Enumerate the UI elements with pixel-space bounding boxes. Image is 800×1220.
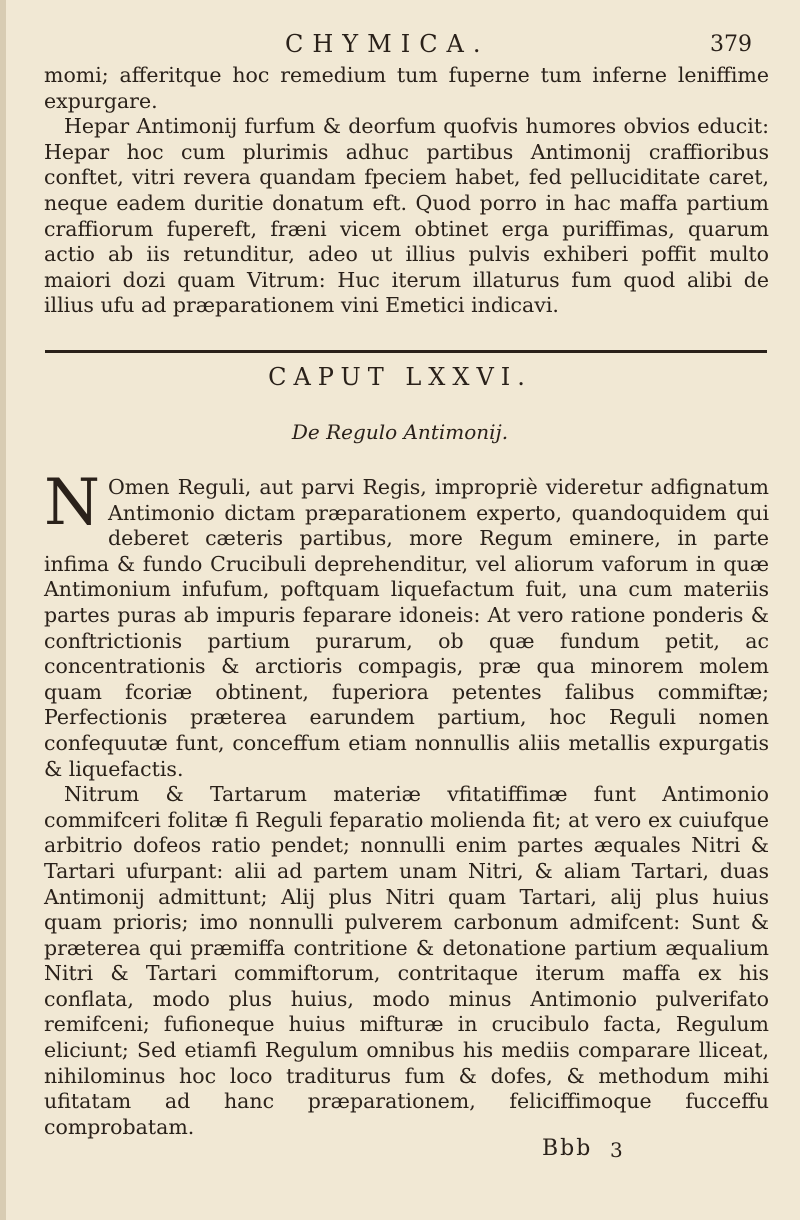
paragraph-hepar: Hepar Antimonij furfum & deorfum quofvis humores obvios educit: Hepar hoc cum plurimis adhuc partibus Antimonij craffioribus conftet, vitri revera quandam fpeciem habet, fed pelluciditate caret, neque eadem duritie donatum eft. Quod porro in hac maffa partium craffiorum fupereft, fræni vicem obtinet erga puriffimas, quarum actio ab iis retunditur, adeo ut illius pulvis exhiberi poffit multo maiori dozi quam Vitrum: Huc iterum illaturus fum quod alibi de illius ufu ad præparationem vini Emetici indicavi. [44,114,769,318]
page-header [0,30,800,60]
paragraph-nomen-text: Omen Reguli, aut parvi Regis, impropriè videretur adfignatum Antimonio dictam præparationem experto, quandoquidem qui deberet cæteris partibus, more Regum eminere, in parte infima & fundo Crucibuli deprehenditur, vel aliorum vaforum in quæ Antimonium infufum, poftquam liquefactum fuit, una cum materiis partes puras ab impuris feparare idoneis: At vero ratione ponderis & conftrictionis partium purarum, ob quæ fundum petit, ac concentrationis & arctioris compagis, præ qua minorem molem quam fcoriæ obtinent, fuperiora petentes falibus commiftæ; Perfectionis præterea earundem partium, hoc Reguli nomen confequutæ funt, conceffum etiam nonnullis aliis metallis expurgatis & liquefactis. [44,475,769,781]
paragraph-nomen [44,466,769,782]
signature-mark: 3 [610,1138,623,1162]
page-edge [0,0,6,1220]
chapter-subtitle: De Regulo Antimonij. [291,420,509,444]
chapter-title: CAPUT LXXVI. [268,363,532,391]
catchword: Bbb [542,1136,593,1161]
running-title: CHYMICA. [285,30,490,58]
chapter-divider [45,350,767,353]
text-block-2 [44,466,769,1140]
paragraph-continuation: momi; afferitque hoc remedium tum fuperne tum inferne leniffime expurgare. [44,63,769,113]
page-number: 379 [710,32,752,57]
text-block-1 [44,63,769,319]
drop-cap: N [44,466,100,540]
paragraph-nitrum: Nitrum & Tartarum materiæ vfitatiffimæ funt Antimonio commifceri folitæ fi Reguli feparatio molienda fit; at vero ex cuiufque arbitrio dofeos ratio pendet; nonnulli enim partes æquales Nitri & Tartari ufurpant: alii ad partem unam Nitri, & aliam Tartari, duas Antimonij admittunt; Alij plus Nitri quam Tartari, alij plus huius quam prioris; imo nonnulli pulverem carbonum admifcent: Sunt & præterea qui præmiffa contritione & detonatione partium æqualium Nitri & Tartari commiftorum, contritaque iterum maffa ex his conflata, modo plus huius, modo minus Antimonio pulverifato remifceni; fufioneque huius mifturæ in crucibulo facta, Regulum eliciunt; Sed etiamfi Regulum omnibus his mediis comparare lliceat, nihilominus hoc loco traditurus fum & dofes, & methodum mihi ufitatam ad hanc præparationem, feliciffimoque fucceffu comprobatam. [44,782,769,1139]
